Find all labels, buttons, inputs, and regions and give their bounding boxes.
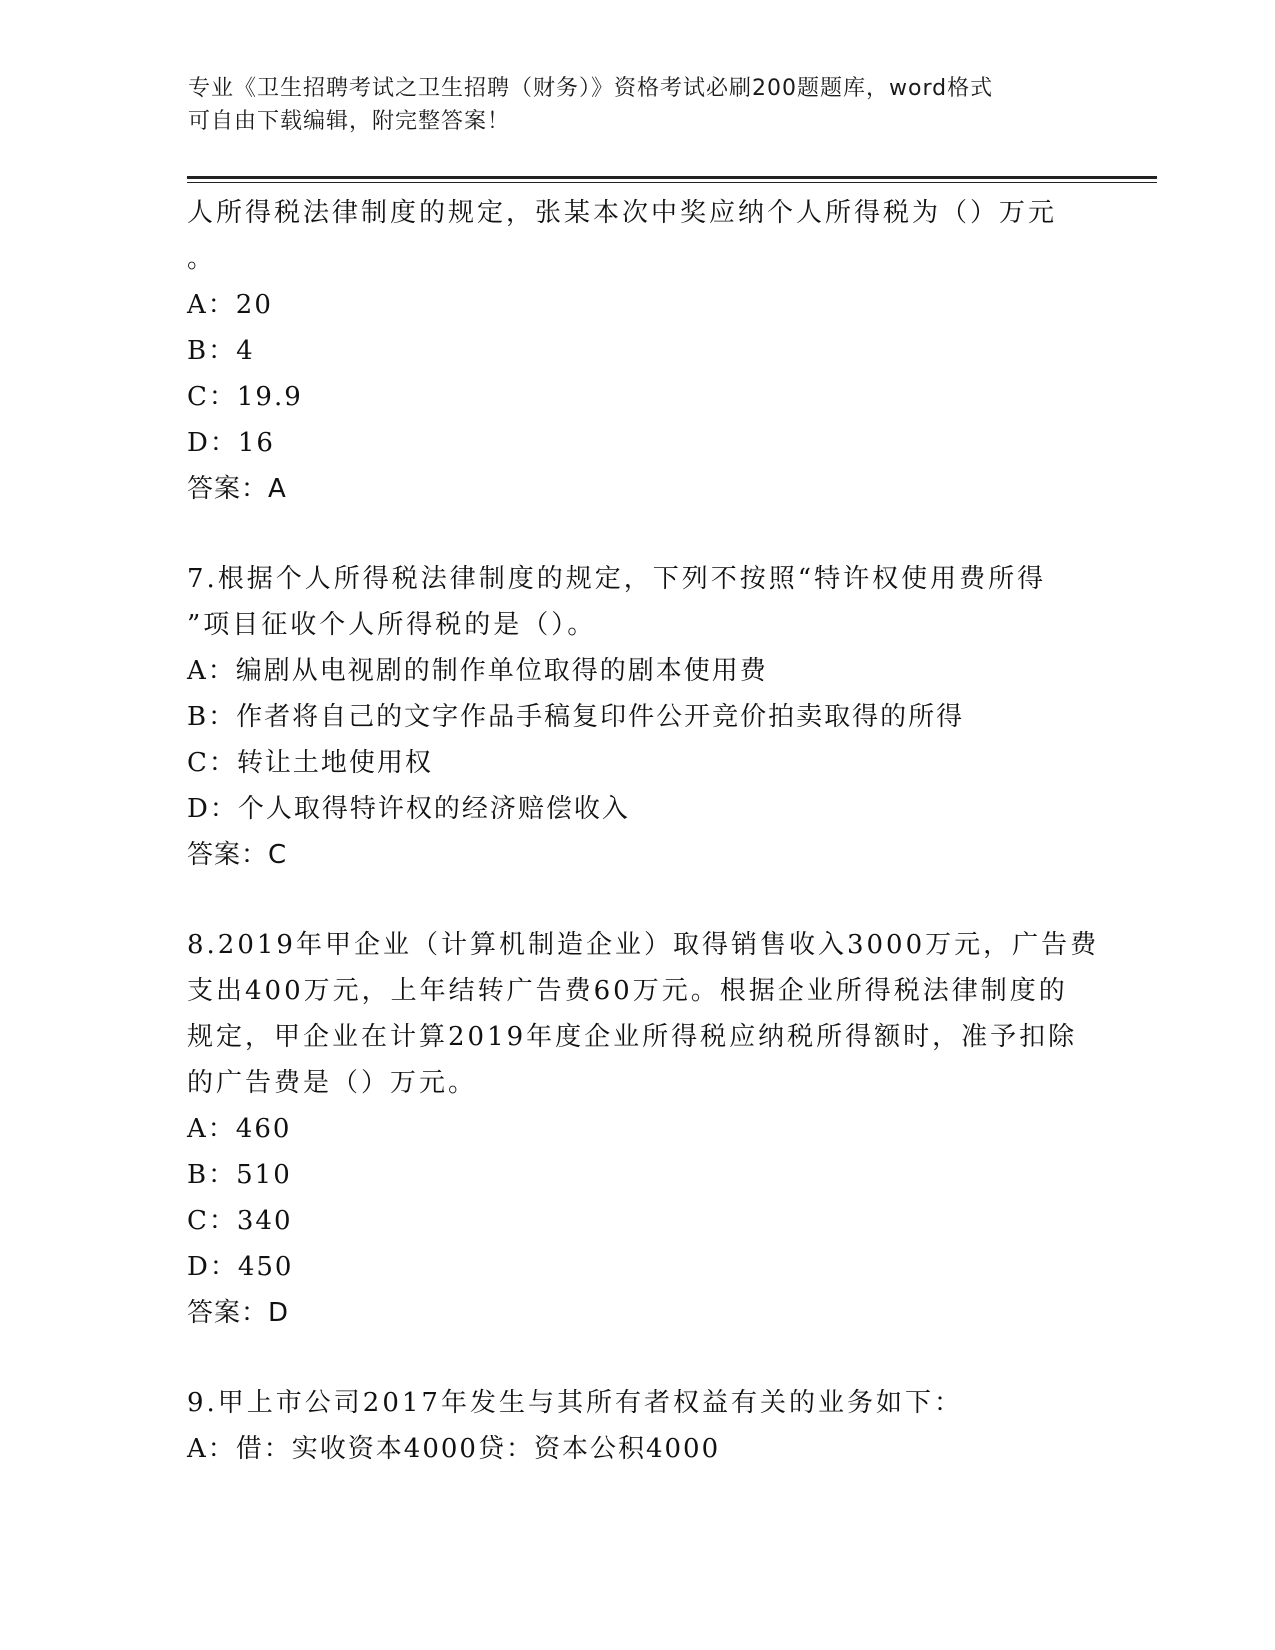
question-8 (187, 922, 1100, 1336)
document-body (187, 190, 1100, 1472)
answer-line: 答案：C (187, 840, 288, 870)
option-d: D：16 (187, 428, 275, 458)
question-stem-line: 8.2019年甲企业（计算机制造企业）取得销售收入3000万元，广告费 (187, 930, 1100, 960)
header-divider-thick (187, 176, 1157, 179)
option-a: A：编剧从电视剧的制作单位取得的剧本使用费 (187, 656, 768, 686)
option-b: B：510 (187, 1160, 292, 1190)
header-line-2: 可自由下载编辑，附完整答案！ (188, 109, 511, 134)
question-stem-line: 7.根据个人所得税法律制度的规定，下列不按照“特许权使用费所得 (187, 564, 1047, 594)
question-stem-line: 支出400万元，上年结转广告费60万元。根据企业所得税法律制度的 (187, 976, 1068, 1006)
option-b: B：作者将自己的文字作品手稿复印件公开竞价拍卖取得的所得 (187, 702, 965, 732)
option-d: D：450 (187, 1252, 294, 1282)
option-c: C：340 (187, 1206, 293, 1236)
question-stem-line: ”项目征收个人所得税的是（）。 (187, 610, 597, 640)
document-header (188, 72, 1088, 138)
answer-line: 答案：A (187, 474, 287, 504)
question-9 (187, 1380, 1087, 1472)
option-b: B：4 (187, 336, 255, 366)
header-divider-thin (187, 182, 1157, 183)
spacer (187, 878, 1087, 922)
option-a: A：20 (187, 290, 273, 320)
option-a: A：借：实收资本4000贷：资本公积4000 (187, 1434, 721, 1464)
question-stem-line: 。 (187, 244, 217, 274)
header-line-1: 专业《卫生招聘考试之卫生招聘（财务）》资格考试必刷200题题库，word格式 (188, 76, 994, 101)
spacer (187, 1336, 1087, 1380)
option-c: C：转让土地使用权 (187, 748, 433, 778)
question-stem-line: 9.甲上市公司2017年发生与其所有者权益有关的业务如下： (187, 1388, 963, 1418)
option-d: D：个人取得特许权的经济赔偿收入 (187, 794, 630, 824)
question-stem-line: 规定，甲企业在计算2019年度企业所得税应纳税所得额时，准予扣除 (187, 1022, 1078, 1052)
question-7 (187, 556, 1087, 878)
question-stem-line: 人所得税法律制度的规定，张某本次中奖应纳个人所得税为（）万元 (187, 198, 1058, 228)
option-a: A：460 (187, 1114, 292, 1144)
spacer (187, 512, 1087, 556)
question-stem-line: 的广告费是（）万元。 (187, 1068, 478, 1098)
option-c: C：19.9 (187, 382, 303, 412)
question-6 (187, 190, 1087, 512)
answer-line: 答案：D (187, 1298, 290, 1328)
